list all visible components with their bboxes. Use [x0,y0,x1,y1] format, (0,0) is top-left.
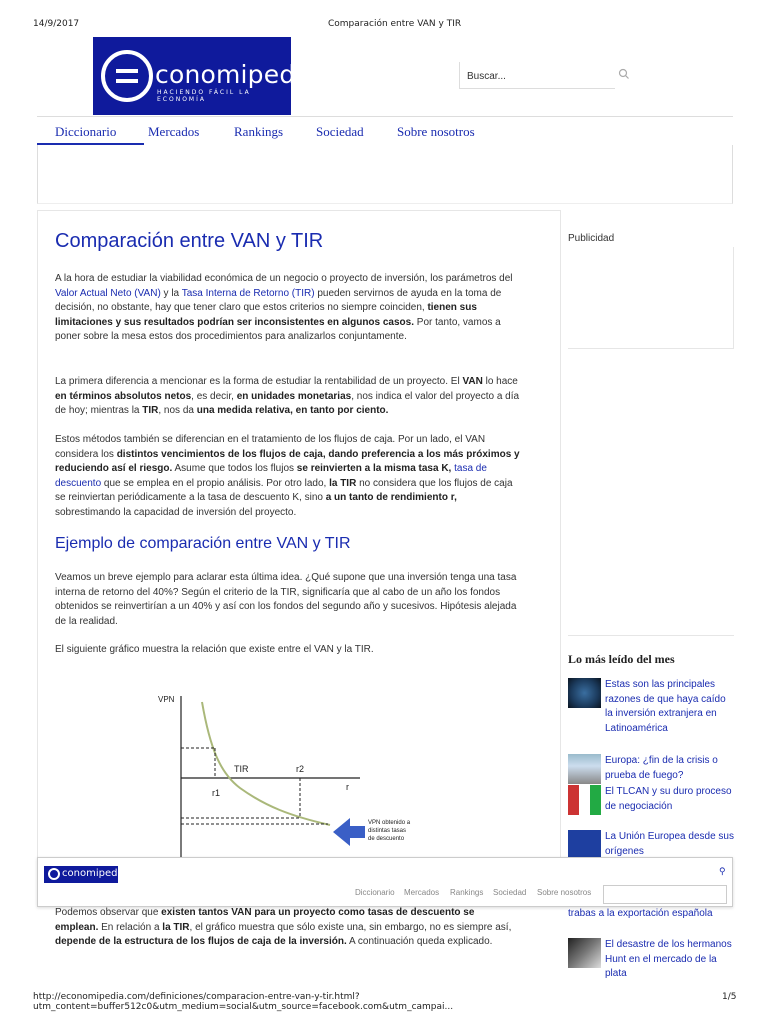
most-read-item-4[interactable]: La Unión Europea desde sus orígenes [605,831,734,857]
sticky-nav-mercados[interactable]: Mercados [404,888,440,897]
paragraph-3: Estos métodos también se diferencian en el tratamiento de los flujos de caja. Por un lado, el VAN considera los distintos vencimientos de los flujos de caja, dando preferencia a los más próximos y reduciendo así el riesgo. Asume que todos los flujos se reinvierten a la misma tasa K, tasa de descuento que se emplea en el propio análisis. Por otro lado, la TIR no considera que los flujos de caja se reinviertan periódicamente a la tasa de descuento K, sino a un tanto de rendimiento r, sobrestimando la capacidad de inversión del proyecto. [55,434,520,518]
nav-sobre-nosotros[interactable]: Sobre nosotros [397,124,475,139]
search-icon[interactable] [618,68,630,80]
sticky-header [37,857,733,907]
most-read-item-5[interactable]: trabas a la exportación española [568,908,713,919]
link-tir[interactable]: Tasa Interna de Retorno (TIR) [181,287,315,299]
sticky-search-icon[interactable]: ⚲ [719,866,726,876]
diagram-tir-label: TIR [234,764,249,774]
most-read-item-2[interactable]: Europa: ¿fin de la crisis o prueba de fuego? [605,755,718,781]
most-read-item-1[interactable]: Estas son las principales razones de que haya caído la inversión extranjera en Latinoamérica [605,679,726,734]
ad-label: Publicidad [568,233,615,244]
print-title: Comparación entre VAN y TIR [328,19,462,29]
diagram-r2-label: r2 [296,764,305,774]
diagram-r1-label: r1 [212,788,221,798]
paragraph-5: El siguiente gráfico muestra la relación que existe entre el VAN y la TIR. [55,644,374,655]
search-input[interactable]: Buscar... [459,62,615,89]
most-read-item-3[interactable]: El TLCAN y su duro proceso de negociación [605,786,732,812]
logo-tagline: HACIENDO FÁCIL LA ECONOMÍA [157,89,251,103]
diagram-note-3: de descuento [368,836,405,842]
article-title: Comparación entre VAN y TIR [55,230,324,252]
paragraph-2: La primera diferencia a mencionar es la forma de estudiar la rentabilidad de un proyecto. El VAN lo hace en términos absolutos netos, es decir, en unidades monetarias, nos indica el valor del proyecto a día de hoy; mientras la TIR, nos da una medida relativa, en tanto por ciento. [55,376,520,416]
mas-leido-title: Lo más leído del mes [568,635,734,667]
most-read-item-6[interactable]: El desastre de los hermanos Hunt en el mercado de la plata [605,939,732,979]
paragraph-1: A la hora de estudiar la viabilidad económica de un negocio o proyecto de inversión, los parámetros del Valor Actual Neto (VAN) y la Tasa Interna de Retorno (TIR) pueden servirnos de ayuda en la toma de decisión, no obstante, hay que tener claro que estos criterios no siempre coinciden, tienen sus limitaciones y sus resultados podrían ser inconsistentes en algunos casos. Por tanto, vamos a poner sobre la mesa estos dos procedimientos para analizarlos conjuntamente. [55,273,513,342]
print-page: 1/5 [722,992,737,1002]
site-logo[interactable] [93,37,319,115]
sidebar-ad [568,247,734,349]
main-nav [37,116,733,145]
section-heading: Ejemplo de comparación entre VAN y TIR [55,535,351,552]
diagram-note-2: distintas tasas [368,828,407,834]
sticky-nav-diccionario[interactable]: Diccionario [355,888,395,897]
print-url: http://economipedia.com/definiciones/comparacion-entre-van-y-tir.html?utm_content=buffer512c0&utm_medium=social&utm_source=facebook.com&utm_campai... [33,992,454,1012]
logo-text: conomipedia [155,60,319,89]
sticky-nav-rankings[interactable]: Rankings [450,888,484,897]
diagram-vpn-label: VPN [158,695,175,704]
nav-mercados[interactable]: Mercados [148,124,200,139]
diagram-note-1: VPN obtenido a [368,820,411,826]
sticky-logo-icon [48,868,60,880]
sticky-nav-sobre-nosotros[interactable]: Sobre nosotros [537,888,592,897]
sticky-logo[interactable]: conomipedia [44,866,118,883]
nav-diccionario[interactable]: Diccionario [55,124,117,139]
top-ad-area [37,145,733,204]
logo-e-icon [101,50,153,102]
sticky-search-input[interactable] [603,885,727,904]
paragraph-4: Veamos un breve ejemplo para aclarar esta última idea. ¿Qué supone que una inversión tenga una tasa interna de retorno del 40%? Según el criterio de la TIR, significaría que al cabo de un año los fondos obtenidos se reinvertirían a un 40% y así con los fondos del segundo año y sucesivos. Hipótesis alejada de la realidad. [55,572,517,627]
nav-sociedad[interactable]: Sociedad [316,124,364,139]
paragraph-6: Podemos observar que existen tantos VAN para un proyecto como tasas de descuento se emplean. En relación a la TIR, el gráfico muestra que sólo existe una, sin embargo, no es siempre así, depende de la estructura de los flujos de caja de la inversión. A continuación queda explicado. [55,907,512,947]
print-date: 14/9/2017 [33,19,80,29]
sticky-nav-sociedad[interactable]: Sociedad [493,888,527,897]
nav-rankings[interactable]: Rankings [234,124,284,139]
link-tasa-descuento[interactable]: tasa de descuento [55,463,487,489]
link-van[interactable]: Valor Actual Neto (VAN) [55,287,161,299]
van-tir-diagram [150,688,440,863]
diagram-r-label: r [346,782,349,792]
